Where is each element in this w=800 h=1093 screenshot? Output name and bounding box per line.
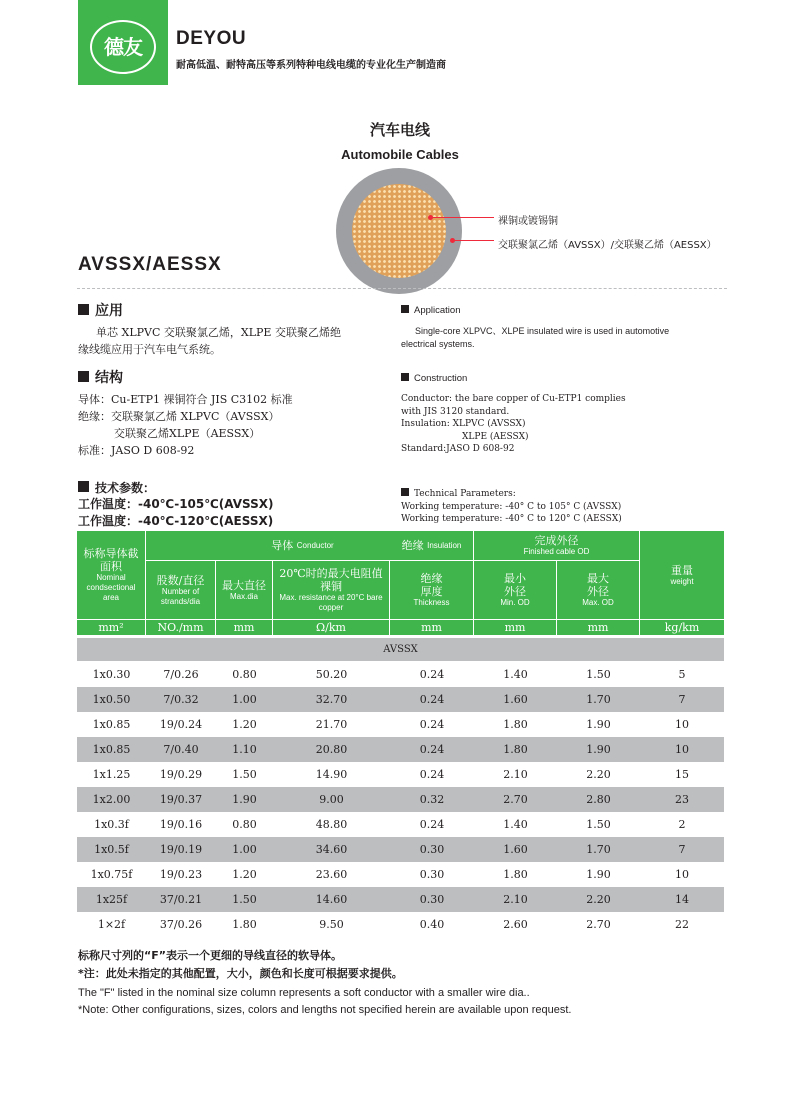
unit-thickness: mm: [390, 620, 474, 636]
unit-maxdia: mm: [216, 620, 273, 636]
square-bullet-icon: [78, 304, 89, 315]
cell-thickness: 0.40: [419, 918, 445, 931]
cell-strands: 7/0.32: [163, 693, 199, 706]
cell-resistance: 32.70: [315, 693, 348, 706]
unit-min-od: mm: [474, 620, 557, 636]
cell-max-dia: 1.00: [232, 843, 257, 856]
col-header-nominal: 标称导体截面积 Nominal condsectional area: [77, 531, 146, 620]
cell-nominal-size: 1x0.3f: [94, 818, 129, 831]
col-header-resistance: 20℃时的最大电阻值裸铜 Max. resistance at 20°C bare copper: [273, 561, 390, 620]
company-logo: [78, 0, 168, 85]
cell-max-dia: 0.80: [232, 668, 257, 681]
cell-nominal-size: 1x0.30: [92, 668, 131, 681]
cell-weight: 5: [678, 668, 686, 681]
cell-max-od: 1.90: [586, 868, 611, 881]
tech-params-en: Technical Parameters: Working temperature: -40° C to 105° C (AVSSX) Working temperature: -40° C to 120° C (AESSX): [401, 489, 622, 524]
cell-max-dia: 0.80: [232, 818, 257, 831]
construction-text-cn: 导体：Cu-ETP1 裸铜符合 JIS C3102 标准 绝缘：交联聚氯乙烯 XLPVC（AVSSX） 交联聚乙烯XLPE（AESSX） 标准：JASO D 608-92: [78, 393, 293, 457]
application-text-en: Single-core XLPVC、XLPE insulated wire is used in automotive electrical systems.: [401, 326, 670, 349]
cell-min-od: 1.80: [503, 743, 528, 756]
square-bullet-icon: [401, 488, 409, 496]
cell-max-od: 2.70: [586, 918, 611, 931]
cell-strands: 7/0.40: [163, 743, 199, 756]
cell-weight: 7: [678, 843, 686, 856]
table-body: [77, 662, 724, 942]
cell-nominal-size: 1x0.5f: [94, 843, 129, 856]
application-text-cn: 单芯 XLPVC 交联聚氯乙烯，XLPE 交联聚乙烯绝 缘线缆应用于汽车电气系统。: [78, 326, 341, 356]
cell-nominal-size: 1x0.85: [92, 743, 131, 756]
leader-line-conductor: [430, 217, 494, 218]
cell-thickness: 0.24: [419, 743, 445, 756]
cell-weight: 10: [675, 743, 689, 756]
table-row: [77, 837, 724, 862]
cell-max-od: 1.50: [586, 668, 611, 681]
table-row: [77, 687, 724, 712]
conductor-label: 裸铜或镀锡铜: [498, 216, 558, 227]
cell-min-od: 2.60: [503, 918, 528, 931]
logo-text: 德友: [90, 20, 156, 74]
table-row: [77, 912, 724, 937]
cell-max-dia: 1.00: [232, 693, 257, 706]
cell-max-dia: 1.20: [232, 868, 257, 881]
cell-nominal-size: 1x2.00: [92, 793, 131, 806]
cell-max-dia: 1.80: [232, 918, 257, 931]
cell-max-od: 1.90: [586, 718, 611, 731]
cell-min-od: 1.40: [503, 668, 528, 681]
construction-text-en: Conductor: the bare copper of Cu-ETP1 complies with JIS 3120 standard. Insulation: XLPVC (AVSSX) XLPE (AESSX) Standard:JASO D 608-92: [401, 394, 626, 454]
cell-min-od: 2.70: [503, 793, 528, 806]
note-f-en: The "F" listed in the nominal size column represents a soft conductor with a smaller wire dia..: [78, 987, 530, 999]
table-row: [77, 737, 724, 762]
company-tagline: 耐高低温、耐特高压等系列特种电线电缆的专业化生产制造商: [176, 60, 446, 71]
cell-min-od: 1.80: [503, 718, 528, 731]
cell-max-od: 2.20: [586, 893, 611, 906]
cell-weight: 23: [675, 793, 689, 806]
cell-thickness: 0.24: [419, 718, 445, 731]
cell-max-dia: 1.20: [232, 718, 257, 731]
cell-max-od: 1.70: [586, 843, 611, 856]
unit-nominal: mm²: [77, 620, 146, 636]
conductor-core: [352, 184, 446, 278]
cell-resistance: 20.80: [315, 743, 348, 756]
table-row: [77, 762, 724, 787]
cell-thickness: 0.30: [419, 893, 445, 906]
cell-strands: 19/0.37: [159, 793, 203, 806]
unit-weight: kg/km: [640, 620, 724, 636]
table-row: [77, 662, 724, 687]
cell-strands: 37/0.21: [159, 893, 203, 906]
cell-resistance: 50.20: [315, 668, 348, 681]
cell-thickness: 0.30: [419, 868, 445, 881]
cell-thickness: 0.24: [419, 668, 445, 681]
cable-cross-section-image: [336, 168, 462, 294]
table-row: [77, 712, 724, 737]
cell-max-dia: 1.50: [232, 768, 257, 781]
square-bullet-icon: [78, 481, 89, 492]
cell-weight: 22: [675, 918, 689, 931]
cell-strands: 37/0.26: [159, 918, 203, 931]
cell-max-dia: 1.90: [232, 793, 257, 806]
square-bullet-icon: [401, 373, 409, 381]
cell-resistance: 9.00: [319, 793, 344, 806]
cell-thickness: 0.24: [419, 818, 445, 831]
table-row: [77, 812, 724, 837]
divider: [77, 288, 727, 289]
cell-nominal-size: 1×2f: [97, 918, 126, 931]
cell-nominal-size: 1x25f: [95, 893, 128, 906]
working-temp-aessx-cn: 工作温度：-40℃-120℃(AESSX): [78, 514, 274, 528]
table-row: [77, 787, 724, 812]
cell-weight: 2: [678, 818, 686, 831]
cell-resistance: 34.60: [315, 843, 348, 856]
col-header-max-od: 最大外径 Max. OD: [557, 561, 640, 620]
cell-strands: 19/0.24: [159, 718, 203, 731]
cell-resistance: 14.90: [315, 768, 348, 781]
col-header-weight: 重量 weight: [640, 531, 724, 620]
page-title-cn: 汽车电线: [369, 121, 430, 139]
col-header-min-od: 最小外径 Min. OD: [474, 561, 557, 620]
note-config-cn: *注：此处未指定的其他配置，大小，颜色和长度可根据要求提供。: [78, 967, 403, 980]
cell-strands: 19/0.23: [159, 868, 203, 881]
construction-heading-cn: 结构: [78, 367, 123, 387]
unit-resistance: Ω/km: [273, 620, 390, 636]
cell-strands: 19/0.29: [159, 768, 203, 781]
construction-heading-en: Construction: [401, 373, 467, 384]
cell-min-od: 2.10: [503, 893, 528, 906]
cell-strands: 19/0.16: [159, 818, 203, 831]
cell-resistance: 48.80: [315, 818, 348, 831]
cell-nominal-size: 1x0.50: [92, 693, 131, 706]
cell-weight: 15: [675, 768, 689, 781]
cell-nominal-size: 1x0.75f: [90, 868, 133, 881]
table-section-band: AVSSX: [77, 638, 724, 661]
square-bullet-icon: [78, 371, 89, 382]
note-config-en: *Note: Other configurations, sizes, colors and lengths not specified herein are available upon request.: [78, 1004, 572, 1016]
col-header-strands: 股数/直径 Number of strands/dia: [146, 561, 216, 620]
cell-min-od: 2.10: [503, 768, 528, 781]
cell-max-od: 2.20: [586, 768, 611, 781]
brand-name: DEYOU: [176, 28, 247, 49]
cell-thickness: 0.24: [419, 693, 445, 706]
application-heading-cn: 应用: [78, 300, 123, 320]
cell-max-dia: 1.10: [232, 743, 257, 756]
cell-max-od: 1.50: [586, 818, 611, 831]
cell-weight: 14: [675, 893, 689, 906]
cell-min-od: 1.60: [503, 693, 528, 706]
model-name: AVSSX/AESSX: [78, 254, 222, 275]
cell-weight: 10: [675, 718, 689, 731]
unit-strands: NO./mm: [146, 620, 216, 636]
cell-max-dia: 1.50: [232, 893, 257, 906]
cell-strands: 19/0.19: [159, 843, 203, 856]
cell-resistance: 14.60: [315, 893, 348, 906]
cell-nominal-size: 1x1.25: [92, 768, 131, 781]
cell-strands: 7/0.26: [163, 668, 199, 681]
tech-params-heading-cn: 技术参数：: [78, 479, 155, 496]
unit-max-od: mm: [557, 620, 640, 636]
cell-min-od: 1.80: [503, 868, 528, 881]
cell-thickness: 0.32: [419, 793, 445, 806]
cell-min-od: 1.40: [503, 818, 528, 831]
square-bullet-icon: [401, 305, 409, 313]
cell-nominal-size: 1x0.85: [92, 718, 131, 731]
col-group-insulation: 绝缘 Insulation: [390, 531, 474, 561]
cell-thickness: 0.24: [419, 768, 445, 781]
cell-max-od: 1.90: [586, 743, 611, 756]
insulation-label: 交联聚氯乙烯（AVSSX）/交联聚乙烯（AESSX）: [498, 240, 717, 251]
table-row: [77, 887, 724, 912]
col-group-conductor: 导体 Conductor: [146, 531, 460, 561]
application-heading-en: Application: [401, 305, 460, 316]
cell-thickness: 0.30: [419, 843, 445, 856]
leader-line-insulation: [452, 240, 494, 241]
cell-weight: 7: [678, 693, 686, 706]
cell-min-od: 1.60: [503, 843, 528, 856]
cell-max-od: 1.70: [586, 693, 611, 706]
cell-resistance: 21.70: [315, 718, 348, 731]
working-temp-avssx-cn: 工作温度：-40℃-105℃(AVSSX): [78, 497, 274, 511]
cell-max-od: 2.80: [586, 793, 611, 806]
cell-resistance: 9.50: [319, 918, 344, 931]
col-header-thickness: 绝缘厚度 Thickness: [390, 561, 474, 620]
col-header-maxdia: 最大直径 Max.dia: [216, 561, 273, 620]
cell-resistance: 23.60: [315, 868, 348, 881]
cell-weight: 10: [675, 868, 689, 881]
page-title-en: Automobile Cables: [341, 147, 459, 162]
col-group-finished-od: 完成外径 Finished cable OD: [474, 531, 640, 561]
table-row: [77, 862, 724, 887]
note-f-cn: 标称尺寸列的“F”表示一个更细的导线直径的软导体。: [78, 949, 342, 962]
